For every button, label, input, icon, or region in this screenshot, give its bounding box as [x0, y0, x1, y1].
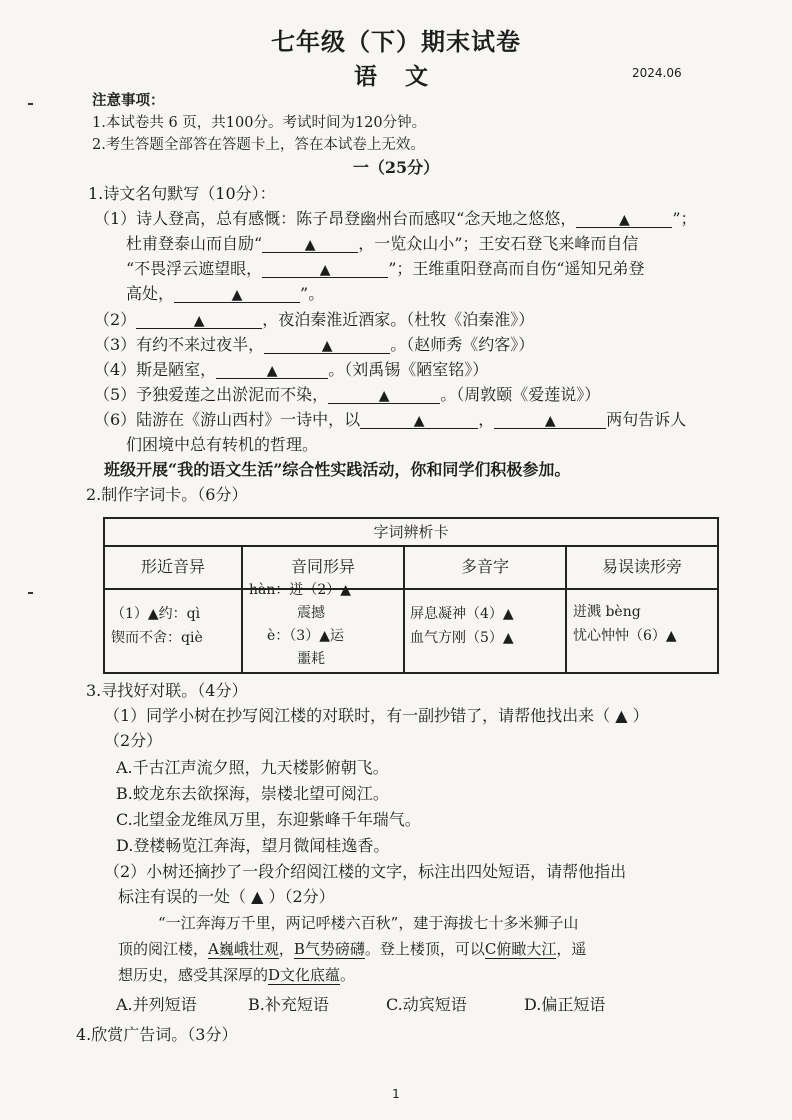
word-card-title: 字词辨析卡: [105, 519, 717, 547]
answer-blank[interactable]: ▲: [136, 309, 262, 329]
card-cell-3-line2: 血气方刚（5）▲: [410, 630, 514, 646]
q3-option-c: C.北望金龙维凤万里，东迎紫峰千年瑞气。: [116, 810, 421, 829]
header-yiwudu: 易误读形旁: [601, 557, 682, 576]
q3-option-d: D.登楼畅览江奔海，望月微闻桂逸香。: [116, 836, 390, 855]
header-duoyin: 多音字: [460, 557, 509, 576]
card-cell-1-line2: 锲而不舍：qiè: [111, 630, 203, 646]
q3-option-a: A.千古江声流夕照，九天楼影俯朝飞。: [116, 758, 389, 777]
q1-part3: （3）有约不来过夜半， ▲ 。（赵师秀《约客》）: [94, 335, 535, 354]
q3-sub2-option-b: B.补充短语: [248, 995, 329, 1014]
exam-title: 七年级（下）期末试卷: [271, 27, 521, 56]
word-card-headers: [105, 545, 717, 590]
card-cell-2-line2: 震撼: [297, 605, 325, 621]
answer-blank[interactable]: ▲: [494, 409, 606, 429]
header-yintong: 音同形异: [290, 557, 355, 576]
q1-part4: （4）斯是陋室， ▲ 。（刘禹锡《陋室铭》）: [94, 360, 489, 379]
page-number: 1: [392, 1087, 400, 1101]
q1-part1-line3: “不畏浮云遮望眼， ▲ ”；王维重阳登高而自伤“遥知兄弟登: [126, 259, 645, 278]
q3-option-b: B.蛟龙东去欲探海，崇楼北望可阅江。: [116, 784, 389, 803]
q3-sub1-line2: （2分）: [104, 731, 163, 750]
answer-blank[interactable]: ▲: [328, 384, 440, 404]
phrase-a: A巍峨壮观: [208, 940, 279, 958]
card-cell-2-line1: hàn：迸（2）▲: [249, 582, 352, 598]
phrase-d: D文化底蕴: [268, 966, 341, 984]
answer-blank[interactable]: ▲: [174, 283, 300, 303]
q3-sub2-option-d: D.偏正短语: [524, 995, 606, 1014]
header-xingjin: 形近音异: [140, 557, 205, 576]
passage-line2: 顶的阅江楼，A巍峨壮观，B气势磅礴。登上楼顶，可以C俯瞰大江，遥: [118, 940, 587, 958]
table-divider: [565, 545, 567, 672]
table-divider: [403, 545, 405, 672]
q1-part2: （2） ▲ ，夜泊秦淮近酒家。（杜牧《泊秦淮》）: [94, 310, 535, 329]
phrase-b: B气势磅礴: [293, 940, 365, 958]
card-cell-4-line1: 迸溅 bèng: [573, 604, 641, 620]
q4-title: 4.欣赏广告词。（3分）: [76, 1025, 238, 1044]
notes-item-2: 2.考生答题全部答在答题卡上，答在本试卷上无效。: [92, 137, 425, 153]
q3-sub2-option-a: A.并列短语: [116, 995, 197, 1014]
phrase-c: C俯瞰大江: [484, 940, 557, 958]
exam-subject: 语 文: [353, 63, 438, 90]
q3-sub2-option-c: C.动宾短语: [386, 995, 467, 1014]
card-cell-4-line2: 忧心忡忡（6）▲: [573, 628, 677, 644]
q1-part1-line4: 高处， ▲ ”。: [126, 284, 325, 303]
passage-line1: “一江奔海万千里，两记呼楼六百秋”，建于海拔七十多米狮子山: [158, 914, 579, 932]
q1-title: 1.诗文名句默写（10分）：: [88, 184, 276, 203]
q2-title: 2.制作字词卡。（6分）: [86, 485, 248, 504]
answer-blank[interactable]: ▲: [264, 334, 390, 354]
q3-title: 3.寻找好对联。（4分）: [86, 681, 248, 700]
q1-part5: （5）予独爱莲之出淤泥而不染， ▲ 。（周敦颐《爱莲说》）: [94, 385, 601, 404]
activity-intro: 班级开展“我的语文生活”综合性实践活动，你和同学们积极参加。: [104, 460, 571, 479]
margin-mark: [28, 103, 33, 105]
card-cell-2-line3: è：（3）▲运: [267, 628, 344, 644]
exam-date: 2024.06: [632, 66, 682, 80]
q1-part1-line1: （1）诗人登高，总有感慨：陈子昂登幽州台而感叹“念天地之悠悠， ▲ ”；: [94, 209, 697, 228]
margin-mark: [28, 592, 33, 594]
section-1-title: 一（25分）: [352, 158, 440, 177]
q1-part1-line2: 杜甫登泰山而自励“ ▲ ，一览众山小”；王安石登飞来峰而自信: [126, 234, 639, 253]
notes-item-1: 1.本试卷共 6 页，共100分。考试时间为120分钟。: [92, 115, 427, 131]
q3-sub2-line2: 标注有误的一处（ ▲ ）（2分）: [118, 887, 335, 906]
q1-part6-line2: 们困境中总有转机的哲理。: [126, 435, 319, 454]
card-cell-2-line4: 噩耗: [297, 651, 325, 667]
card-cell-1-line1: （1）▲约：qì: [111, 606, 201, 622]
answer-blank[interactable]: ▲: [360, 409, 478, 429]
notes-heading: 注意事项：: [92, 92, 165, 109]
answer-blank[interactable]: ▲: [262, 233, 358, 253]
q3-sub2-line1: （2）小树还摘抄了一段介绍阅江楼的文字，标注出四处短语，请帮他指出: [104, 862, 627, 881]
table-divider: [241, 545, 243, 672]
q3-sub1-line1: （1）同学小树在抄写阅江楼的对联时，有一副抄错了，请帮他找出来（ ▲ ）: [104, 706, 649, 725]
q1-part6-line1: （6）陆游在《游山西村》一诗中，以 ▲ ， ▲ 两句告诉人: [94, 410, 687, 429]
answer-blank[interactable]: ▲: [576, 208, 672, 228]
answer-blank[interactable]: ▲: [262, 258, 388, 278]
passage-line3: 想历史，感受其深厚的D文化底蕴。: [118, 966, 356, 984]
word-card-table: [103, 517, 719, 674]
card-cell-3-line1: 屏息凝神（4）▲: [410, 606, 514, 622]
answer-blank[interactable]: ▲: [216, 359, 328, 379]
